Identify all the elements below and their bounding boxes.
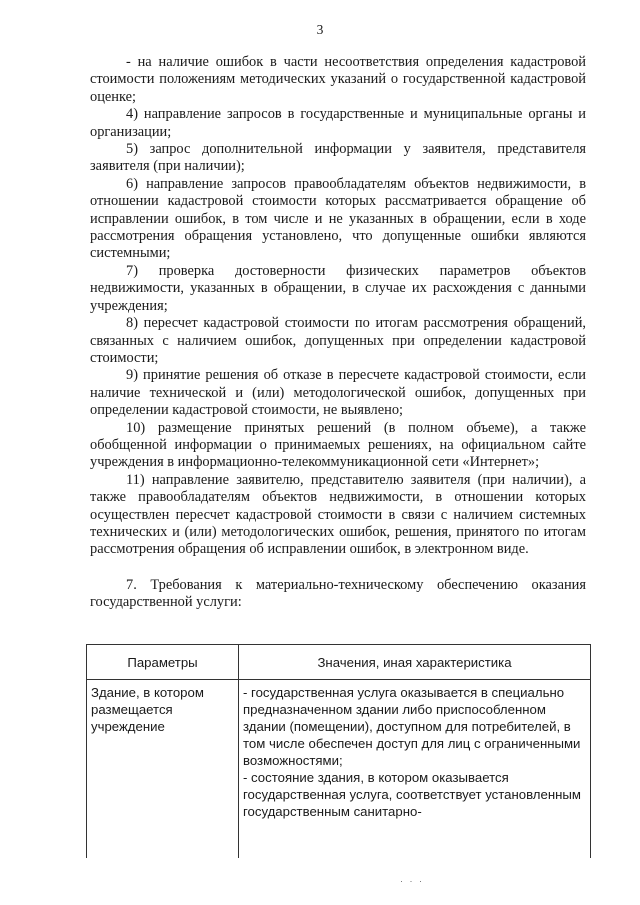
value-cell [239, 680, 591, 859]
list-item-paragraph: 6) направление запросов правообладателям объектов недвижимости, в отношении кадастровой стоимости которых рассматривается обращение об исправлении ошибок, в том числе и не указанных в обращении, если в ходе рассмотрения обращения установлено, что допущенные ошибки являются системными; [90, 175, 586, 262]
list-item-paragraph: 10) размещение принятых решений (в полном объеме), а также обобщенной информации о принимаемых решениях, на официальном сайте учреждения в информационно-телекоммуникационной сети «Интернет»; [90, 419, 586, 471]
scan-artifact: · · · [400, 876, 424, 886]
table-header-row [87, 645, 591, 680]
list-item-paragraph: 9) принятие решения об отказе в пересчете кадастровой стоимости, если наличие технической и (или) методологической ошибок, допущенных при определении кадастровой стоимости, не выявлено; [90, 367, 586, 419]
value-line: - государственная услуга оказывается в специально предназначенном здании либо приспособленном здании (помещении), доступном для потребителей, в том числе обеспечен доступ для лиц с ограниченными возможностями; [243, 685, 581, 768]
column-header-values: Значения, иная характеристика [239, 645, 591, 680]
list-item-paragraph: 7) проверка достоверности физических параметров объектов недвижимости, указанных в обращении, в случае их расхождения с данными учреждения; [90, 262, 586, 314]
requirements-table [86, 644, 591, 858]
list-item-paragraph: 8) пересчет кадастровой стоимости по итогам рассмотрения обращений, связанных с наличием ошибок, допущенных при определении кадастровой стоимости; [90, 315, 586, 366]
table-row [87, 680, 591, 859]
list-item-paragraph: 5) запрос дополнительной информации у заявителя, представителя заявителя (при наличии); [90, 141, 586, 175]
list-item-paragraph: - на наличие ошибок в части несоответствия определения кадастровой стоимости положениям методических указаний о государственной кадастровой оценке; [90, 54, 586, 105]
page-number: 3 [316, 22, 324, 37]
document-body [90, 54, 586, 612]
value-line: - состояние здания, в котором оказывается государственная услуга, соответствует установленным государственным санитарно- [243, 770, 581, 819]
column-header-parameters: Параметры [87, 645, 239, 680]
section-heading: 7. Требования к материально-техническому обеспечению оказания государственной услуги: [90, 576, 586, 611]
list-item-paragraph: 11) направление заявителю, представителю заявителя (при наличии), а также правообладателям объектов недвижимости, в отношении которых осуществлен пересчет кадастровой стоимости в связи с наличием системных технических и (или) методологических ошибок, решения, принятого по итогам рассмотрения обращения об исправлении ошибок, в электронном виде. [90, 471, 586, 558]
parameter-cell: Здание, в котором размещается учреждение [87, 680, 239, 859]
list-item-paragraph: 4) направление запросов в государственные и муниципальные органы и организации; [90, 106, 586, 140]
